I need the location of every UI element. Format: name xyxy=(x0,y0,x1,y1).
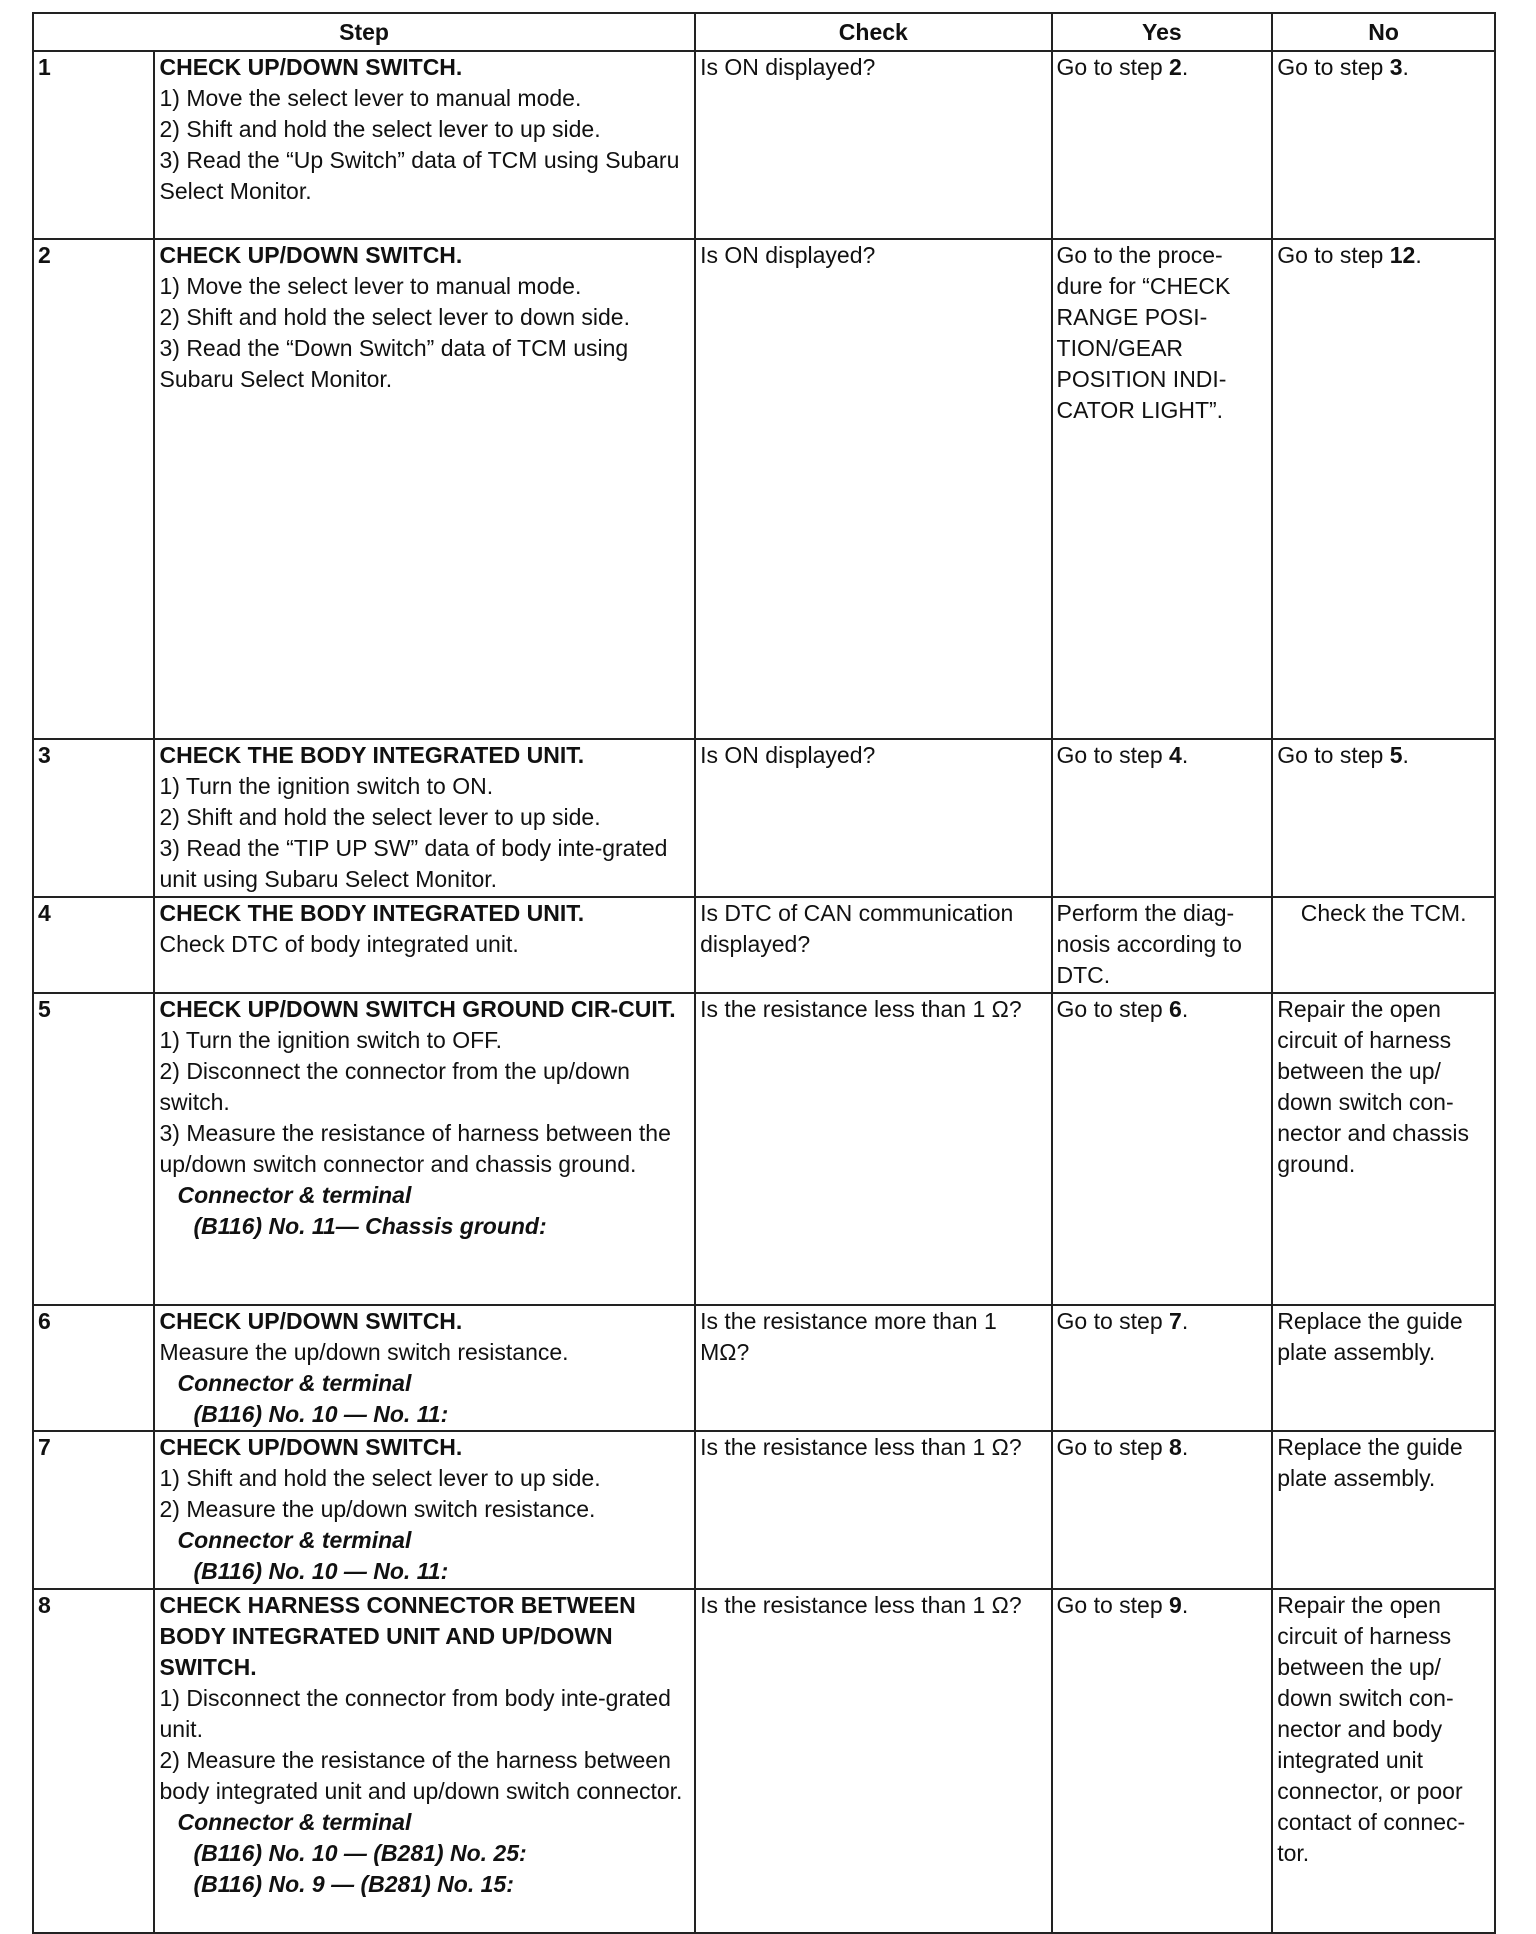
table-row xyxy=(33,1589,1495,1933)
check-question: Is the resistance less than 1 Ω? xyxy=(695,1431,1051,1589)
step-number: 8 xyxy=(33,1589,154,1933)
check-question: Is ON displayed? xyxy=(695,51,1051,239)
no-action: Repair the open circuit of harness between the up/ down switch con-nector and body integrated unit connector, or poor contact of connec-tor. xyxy=(1272,1589,1495,1933)
step-number: 1 xyxy=(33,51,154,239)
no-action xyxy=(1272,51,1495,239)
yes-action xyxy=(1052,1431,1273,1589)
step-instruction: 2) Shift and hold the select lever to down side. xyxy=(159,304,630,330)
step-instruction: 1) Shift and hold the select lever to up side. xyxy=(159,1465,601,1491)
step-instruction: 1) Turn the ignition switch to ON. xyxy=(159,773,494,799)
yes-step-number: 6 xyxy=(1169,996,1182,1022)
yes-action xyxy=(1052,1305,1273,1431)
step-title: CHECK THE BODY INTEGRATED UNIT. xyxy=(159,900,585,926)
yes-text: Go to step xyxy=(1056,54,1170,80)
header-row xyxy=(33,13,1495,51)
no-step-number: 3 xyxy=(1389,54,1403,80)
step-number: 4 xyxy=(33,897,154,993)
yes-step-number: 8 xyxy=(1169,1434,1182,1460)
connector-terminal: (B116) No. 10 — No. 11: xyxy=(193,1401,449,1427)
yes-text-end: . xyxy=(1181,1592,1189,1618)
yes-text-end: . xyxy=(1181,1434,1189,1460)
no-step-number: 5 xyxy=(1389,742,1403,768)
yes-action xyxy=(1052,51,1273,239)
table-row xyxy=(33,993,1495,1305)
step-instruction: 3) Measure the resistance of harness between the up/down switch connector and chassis ground. xyxy=(159,1120,671,1177)
yes-action: Perform the diag-nosis according to DTC. xyxy=(1052,897,1273,993)
connector-label: Connector & terminal xyxy=(177,1370,412,1396)
step-number: 6 xyxy=(33,1305,154,1431)
step-instruction: 2) Disconnect the connector from the up/down switch. xyxy=(159,1058,630,1115)
step-description xyxy=(154,739,695,897)
check-question: Is the resistance more than 1 MΩ? xyxy=(695,1305,1051,1431)
no-action: Check the TCM. xyxy=(1272,897,1495,993)
check-question: Is the resistance less than 1 Ω? xyxy=(695,993,1051,1305)
step-instruction: 3) Read the “TIP UP SW” data of body inte-grated unit using Subaru Select Monitor. xyxy=(159,835,668,892)
yes-text: Go to step xyxy=(1056,1434,1170,1460)
step-description xyxy=(154,897,695,993)
step-title: CHECK UP/DOWN SWITCH. xyxy=(159,242,463,268)
yes-action xyxy=(1052,1589,1273,1933)
yes-step-number: 2 xyxy=(1169,54,1182,80)
check-question: Is DTC of CAN communication displayed? xyxy=(695,897,1051,993)
table-row xyxy=(33,897,1495,993)
no-step-number: 12 xyxy=(1389,242,1416,268)
yes-action xyxy=(1052,993,1273,1305)
step-instruction: 2) Shift and hold the select lever to up side. xyxy=(159,804,601,830)
table-row xyxy=(33,239,1495,739)
step-instruction: 1) Move the select lever to manual mode. xyxy=(159,85,582,111)
table-row xyxy=(33,739,1495,897)
diagnostic-table xyxy=(32,12,1496,1934)
yes-text: Go to step xyxy=(1056,742,1170,768)
step-number: 7 xyxy=(33,1431,154,1589)
step-description xyxy=(154,1431,695,1589)
no-action: Replace the guide plate assembly. xyxy=(1272,1305,1495,1431)
step-description xyxy=(154,1589,695,1933)
step-title: CHECK UP/DOWN SWITCH. xyxy=(159,1308,463,1334)
connector-terminal: (B116) No. 11— Chassis ground: xyxy=(193,1213,547,1239)
no-text: Go to step xyxy=(1277,242,1390,268)
no-action: Replace the guide plate assembly. xyxy=(1272,1431,1495,1589)
header-step: Step xyxy=(33,13,695,51)
step-instruction: 2) Measure the resistance of the harness between body integrated unit and up/down switch connector. xyxy=(159,1747,683,1804)
step-title: CHECK UP/DOWN SWITCH. xyxy=(159,1434,463,1460)
no-text: Go to step xyxy=(1277,54,1390,80)
yes-action xyxy=(1052,739,1273,897)
step-instruction: 1) Move the select lever to manual mode. xyxy=(159,273,582,299)
header-yes: Yes xyxy=(1052,13,1273,51)
table-row xyxy=(33,1305,1495,1431)
yes-text: Go to step xyxy=(1056,1308,1170,1334)
connector-label: Connector & terminal xyxy=(177,1182,412,1208)
step-instruction: 1) Disconnect the connector from body inte-grated unit. xyxy=(159,1685,671,1742)
yes-text-end: . xyxy=(1181,54,1189,80)
connector-terminal: (B116) No. 10 — No. 11: xyxy=(193,1558,449,1584)
step-instruction: Measure the up/down switch resistance. xyxy=(159,1339,569,1365)
no-text-end: . xyxy=(1415,242,1422,268)
yes-action: Go to the proce-dure for “CHECK RANGE POSI-TION/GEAR POSITION INDI-CATOR LIGHT”. xyxy=(1052,239,1273,739)
connector-label: Connector & terminal xyxy=(177,1809,412,1835)
yes-text: Go to step xyxy=(1056,1592,1170,1618)
check-question: Is the resistance less than 1 Ω? xyxy=(695,1589,1051,1933)
step-number: 2 xyxy=(33,239,154,739)
step-instruction: 1) Turn the ignition switch to OFF. xyxy=(159,1027,503,1053)
step-description xyxy=(154,51,695,239)
connector-label: Connector & terminal xyxy=(177,1527,412,1553)
header-no: No xyxy=(1272,13,1495,51)
step-title: CHECK UP/DOWN SWITCH. xyxy=(159,54,463,80)
yes-text: Go to step xyxy=(1056,996,1170,1022)
step-description xyxy=(154,993,695,1305)
no-text: Go to step xyxy=(1277,742,1390,768)
step-instruction: Check DTC of body integrated unit. xyxy=(159,931,519,957)
connector-terminal: (B116) No. 9 — (B281) No. 15: xyxy=(193,1871,514,1897)
step-number: 3 xyxy=(33,739,154,897)
no-action xyxy=(1272,239,1495,739)
check-question: Is ON displayed? xyxy=(695,739,1051,897)
step-title: CHECK UP/DOWN SWITCH GROUND CIR-CUIT. xyxy=(159,996,676,1022)
step-instruction: 3) Read the “Up Switch” data of TCM using Subaru Select Monitor. xyxy=(159,147,680,204)
yes-text-end: . xyxy=(1181,1308,1189,1334)
step-instruction: 2) Shift and hold the select lever to up side. xyxy=(159,116,601,142)
step-description xyxy=(154,1305,695,1431)
step-title: CHECK THE BODY INTEGRATED UNIT. xyxy=(159,742,585,768)
step-instruction: 2) Measure the up/down switch resistance. xyxy=(159,1496,596,1522)
yes-step-number: 4 xyxy=(1169,742,1182,768)
header-check: Check xyxy=(695,13,1051,51)
yes-step-number: 9 xyxy=(1169,1592,1182,1618)
step-instruction: 3) Read the “Down Switch” data of TCM using Subaru Select Monitor. xyxy=(159,335,629,392)
yes-step-number: 7 xyxy=(1169,1308,1182,1334)
no-action xyxy=(1272,739,1495,897)
yes-text-end: . xyxy=(1181,996,1189,1022)
table-row xyxy=(33,51,1495,239)
no-text-end: . xyxy=(1402,742,1409,768)
check-question: Is ON displayed? xyxy=(695,239,1051,739)
no-text-end: . xyxy=(1402,54,1409,80)
no-action: Repair the open circuit of harness between the up/ down switch con-nector and chassis ground. xyxy=(1272,993,1495,1305)
step-number: 5 xyxy=(33,993,154,1305)
table-row xyxy=(33,1431,1495,1589)
step-description xyxy=(154,239,695,739)
connector-terminal: (B116) No. 10 — (B281) No. 25: xyxy=(193,1840,527,1866)
step-title: CHECK HARNESS CONNECTOR BETWEEN BODY INTEGRATED UNIT AND UP/DOWN SWITCH. xyxy=(159,1592,636,1680)
yes-text-end: . xyxy=(1181,742,1189,768)
